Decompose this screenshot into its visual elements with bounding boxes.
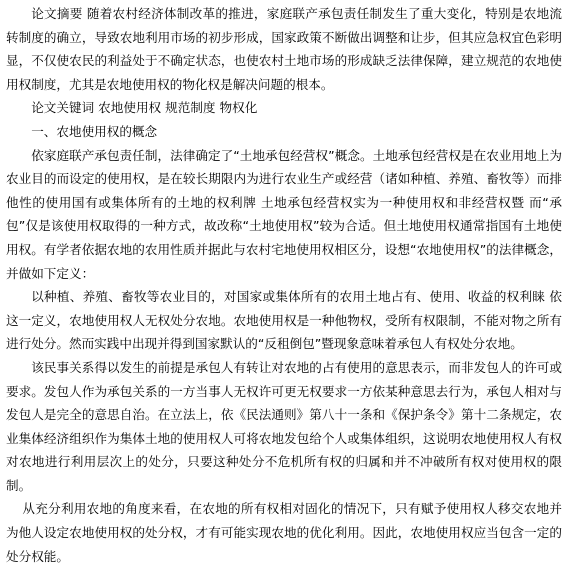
body-paragraph: 该民事关系得以发生的前提是承包人有转让对农地的占有使用的意思表示，而非发包人的许可或要求。发包人作为承包关系的一方当事人无权许可更无权要求一方依某种意思去行为，承包人相对与发包人是完全的意思自治。在立法上，依《民法通则》第八十一条和《保护条令》第十二条规定，农业集体经济组织作为集体土地的使用权人可将农地发包给个人或集体组织，这说明农地使用权人有权对农地进行利用层次上的处分，只要这种处分不危机所有权的归属和并不冲破所有权对使用权的限制。 bbox=[6, 359, 562, 493]
keywords-line: 论文关键词 农地使用权 规范制度 物权化 bbox=[31, 100, 258, 116]
abstract-paragraph: 论文摘要 随着农村经济体制改革的推进，家庭联产承包责任制发生了重大变化，特别是农地流转制度的确立，导致农地利用市场的初步形成，国家政策不断做出调整和让步，但其应急权宜色彩明显，不仅使农民的利益处于不确定状态，也使农村土地市场的形成缺乏法律保障，建立规范的农地使用权制度，尤其是农地使用权的物化权是解决问题的根本。 bbox=[6, 6, 562, 92]
body-paragraph: 从充分利用农地的角度来看，在农地的所有权相对固化的情况下，只有赋予使用权人移交农地并为他人设定农地使用权的处分权，才有可能实现农地的优化利用。因此，农地使用权应当包含一定的处分权能。 bbox=[6, 501, 562, 564]
document-page bbox=[6, 2, 562, 568]
body-paragraph: 以种植、养殖、畜牧等农业目的，对国家或集体所有的农用土地占有、使用、收益的权利睐 依这一定义，农地使用权人无权处分农地。农地使用权是一种他物权，受所有权限制，不能对物之所有进行处分。然而实践中出现并得到国家默认的“反租倒包”暨现象意味着承包人有权处分农地。 bbox=[6, 289, 562, 352]
section-heading: 一、农地使用权的概念 bbox=[31, 123, 158, 139]
body-paragraph: 依家庭联产承包责任制，法律确定了“土地承包经营权”概念。土地承包经营权是在农业用地上为农业目的而设定的使用权，是在较长期限内为进行农业生产或经营（诸如种植、养殖、畜牧等）而排他性的使用国有或集体所有的土地的权利牌 土地承包经营权实为一种使用权和非经营权暨 而“承包”仅是该使用权取得的一种方式，故改称“土地使用权”较为合适。但土地使用权通常指国有土地使用权。有学者依据农地的农用性质并据此与农村宅地使用权相区分，设想“农地使用权”的法律概念，并做如下定义： bbox=[6, 147, 562, 281]
